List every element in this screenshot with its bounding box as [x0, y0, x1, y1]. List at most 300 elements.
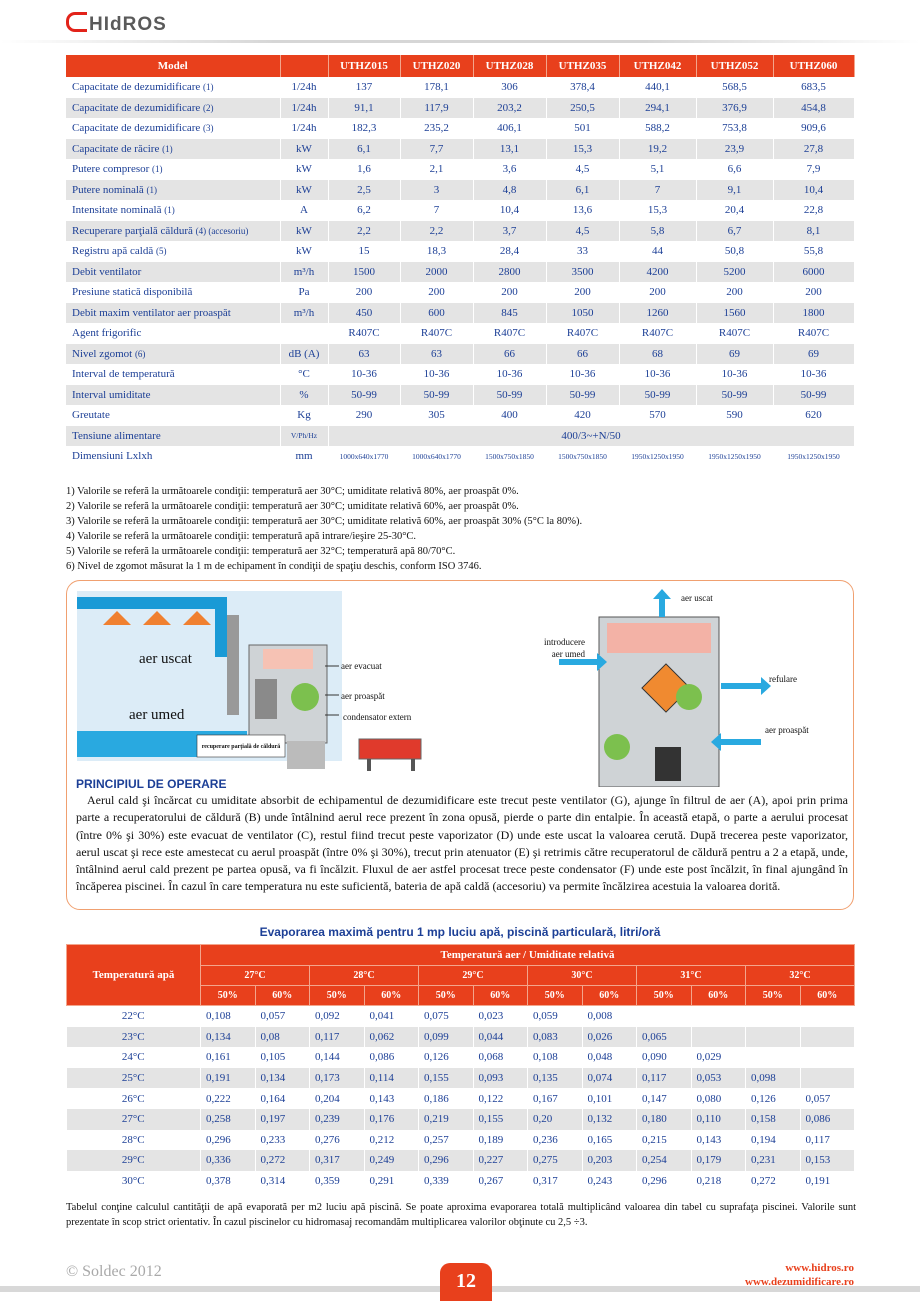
- evaporation-value-cell: 0,143: [364, 1088, 419, 1109]
- value-cell: 19,2: [619, 139, 696, 160]
- model-column-header: UTHZ015: [328, 55, 400, 77]
- unit-cell: 1/24h: [280, 118, 328, 139]
- spec-row: [66, 241, 854, 262]
- value-cell: 69: [696, 344, 773, 365]
- parameter-cell: [66, 405, 280, 426]
- air-temperature-header: 31°C: [637, 966, 746, 986]
- value-cell: 305: [400, 405, 473, 426]
- value-cell: 13,1: [473, 139, 546, 160]
- value-cell: 400/3~+N/50: [328, 426, 854, 447]
- evaporation-value-cell: 0,059: [528, 1006, 583, 1027]
- value-cell: 1500x750x1850: [473, 446, 546, 467]
- evaporation-row: [67, 1006, 855, 1027]
- principle-text: Aerul cald şi încărcat cu umiditate absorbit de echipamentul de dezumidificare este trecut peste ventilator (G), ajunge în filtrul de aer (A), apoi prin prima parte a recuperatorului de căldură (B) unde întâlnind aerul rece prezent în zona opusă, pierde o parte din entalpie. În această etapă, o parte a aerului procesat (între 0% şi 30%) este evacuat de ventilator (C), restul fiind trecut peste vaporizator (D) unde este uscat la valoarea cerută. După trecerea peste vaporizator, aerul uscat şi rece este amestecat cu aerul proaspăt (între 0% şi 30%), trecut prin atenuator (E) şi retrimis către recuperatorul de căldură pentru a 2 a etapă, unde, întâlnind aerul cald prezent pe partea opusă, va fi încălzit. Fluxul de aer astfel procesat trece peste condensator (F) unde este post încălzit, în final ajungând în încăperea piscinei. În cazul în care temperatura nu este suficientă, bateria de apă caldă (accesoriu) va permite încălzirea acestuia la valoarea dorită.: [76, 793, 848, 894]
- evaporation-value-cell: 0,20: [528, 1109, 583, 1130]
- evaporation-value-cell: 0,092: [310, 1006, 365, 1027]
- value-cell: 33: [546, 241, 619, 262]
- spec-row: [66, 323, 854, 344]
- parameter-cell: [66, 77, 280, 98]
- evaporation-value-cell: 0,135: [528, 1068, 583, 1089]
- value-cell: 27,8: [773, 139, 854, 160]
- dry-air-arrow-icon: [653, 589, 671, 617]
- value-cell: 2000: [400, 262, 473, 283]
- value-cell: 6,6: [696, 159, 773, 180]
- unit-cell: mm: [280, 446, 328, 467]
- water-temperature-cell: 30°C: [67, 1171, 201, 1192]
- evaporation-value-cell: 0,068: [473, 1047, 528, 1068]
- parameter-name: Agent frigorific: [72, 327, 142, 340]
- evaporation-row: [67, 1068, 855, 1089]
- value-cell: 203,2: [473, 98, 546, 119]
- evaporation-value-cell: [800, 1047, 855, 1068]
- value-cell: 200: [696, 282, 773, 303]
- evaporation-value-cell: 0,155: [473, 1109, 528, 1130]
- parameter-name: Recuperare parţială căldură: [72, 224, 193, 237]
- value-cell: 454,8: [773, 98, 854, 119]
- value-cell: 620: [773, 405, 854, 426]
- external-condenser-icon: [359, 739, 421, 759]
- air-temperature-header: 27°C: [201, 966, 310, 986]
- unit-cell: Pa: [280, 282, 328, 303]
- value-cell: R407C: [619, 323, 696, 344]
- value-cell: 3,6: [473, 159, 546, 180]
- evaporation-value-cell: 0,249: [364, 1150, 419, 1171]
- water-temperature-cell: 26°C: [67, 1088, 201, 1109]
- value-cell: 69: [773, 344, 854, 365]
- evaporation-value-cell: 0,239: [310, 1109, 365, 1130]
- value-cell: 10-36: [328, 364, 400, 385]
- parameter-cell: Dimensiuni Lxlxh: [66, 446, 280, 467]
- value-cell: 6,1: [546, 180, 619, 201]
- evaporation-value-cell: 0,296: [201, 1130, 256, 1151]
- value-cell: 1000x640x1770: [400, 446, 473, 467]
- header-rule: [0, 40, 920, 43]
- evaporation-value-cell: 0,197: [255, 1109, 310, 1130]
- parameter-cell: [66, 200, 280, 221]
- spec-row: [66, 303, 854, 324]
- humid-air-label: aer umed: [129, 707, 185, 723]
- value-cell: 10,4: [473, 200, 546, 221]
- evaporation-value-cell: 0,296: [637, 1171, 692, 1192]
- evaporation-value-cell: 0,026: [582, 1027, 637, 1048]
- footnote-ref: (2): [203, 102, 214, 113]
- value-cell: 50-99: [328, 385, 400, 406]
- compressor-icon: [655, 747, 681, 781]
- evaporation-value-cell: 0,122: [473, 1088, 528, 1109]
- evaporation-value-cell: 0,108: [201, 1006, 256, 1027]
- spec-row: [66, 426, 854, 447]
- parameter-name: Debit maxim ventilator aer proaspăt: [72, 306, 231, 319]
- value-cell: 753,8: [696, 118, 773, 139]
- humidity-header: 60%: [582, 986, 637, 1006]
- value-cell: 200: [773, 282, 854, 303]
- humidity-header: 60%: [800, 986, 855, 1006]
- evaporation-value-cell: [691, 1006, 746, 1027]
- value-cell: 66: [546, 344, 619, 365]
- value-cell: 450: [328, 303, 400, 324]
- spec-row: [66, 118, 854, 139]
- evaporation-value-cell: 0,276: [310, 1130, 365, 1151]
- evaporation-value-cell: 0,222: [201, 1088, 256, 1109]
- parameter-cell: [66, 323, 280, 344]
- water-temperature-cell: 25°C: [67, 1068, 201, 1089]
- evaporation-value-cell: 0,117: [637, 1068, 692, 1089]
- evaporation-value-cell: 0,053: [691, 1068, 746, 1089]
- evaporation-value-cell: 0,189: [473, 1130, 528, 1151]
- schematic-dry-air-label: aer uscat: [681, 593, 713, 603]
- value-cell: 200: [400, 282, 473, 303]
- value-cell: 420: [546, 405, 619, 426]
- value-cell: 10-36: [696, 364, 773, 385]
- value-cell: 1500x750x1850: [546, 446, 619, 467]
- note-line: 4) Valorile se referă la următoarele condiţii: temperatură apă intrare/ieşire 25-30°C.: [66, 531, 417, 542]
- value-cell: 290: [328, 405, 400, 426]
- value-cell: 10,4: [773, 180, 854, 201]
- value-cell: 200: [546, 282, 619, 303]
- evaporation-value-cell: 0,132: [582, 1109, 637, 1130]
- value-cell: 200: [619, 282, 696, 303]
- parameter-name: Capacitate de dezumidificare: [72, 122, 201, 135]
- unit-cell: A: [280, 200, 328, 221]
- website-link-hidros[interactable]: www.hidros.ro: [785, 1262, 854, 1274]
- evaporation-value-cell: 0,317: [528, 1171, 583, 1192]
- value-cell: 200: [328, 282, 400, 303]
- value-cell: 7: [400, 200, 473, 221]
- evaporation-value-cell: 0,378: [201, 1171, 256, 1192]
- footnote-ref: (3): [203, 123, 214, 134]
- evaporation-value-cell: 0,126: [746, 1088, 801, 1109]
- value-cell: 1,6: [328, 159, 400, 180]
- model-column-header: UTHZ035: [546, 55, 619, 77]
- discharge-arrow-icon: [721, 677, 771, 695]
- unit-cell: dB (A): [280, 344, 328, 365]
- evaporation-value-cell: 0,057: [255, 1006, 310, 1027]
- dry-air-label: aer uscat: [139, 651, 192, 667]
- evaporation-value-cell: 0,272: [255, 1150, 310, 1171]
- evaporation-value-cell: 0,191: [800, 1171, 855, 1192]
- evaporation-value-cell: 0,291: [364, 1171, 419, 1192]
- value-cell: 845: [473, 303, 546, 324]
- evaporation-value-cell: 0,191: [201, 1068, 256, 1089]
- value-cell: 20,4: [696, 200, 773, 221]
- humidity-header: 50%: [746, 986, 801, 1006]
- evaporation-row: [67, 1027, 855, 1048]
- humidity-header: 50%: [201, 986, 256, 1006]
- evaporation-value-cell: 0,212: [364, 1130, 419, 1151]
- evaporation-value-cell: 0,155: [419, 1068, 474, 1089]
- unit-cell: m³/h: [280, 262, 328, 283]
- value-cell: 44: [619, 241, 696, 262]
- value-cell: 3,7: [473, 221, 546, 242]
- humidity-header: 50%: [310, 986, 365, 1006]
- parameter-name: Presiune statică disponibilă: [72, 286, 193, 299]
- evaporation-value-cell: 0,219: [419, 1109, 474, 1130]
- value-cell: 15,3: [619, 200, 696, 221]
- humidity-header: 50%: [528, 986, 583, 1006]
- evaporation-value-cell: 0,257: [419, 1130, 474, 1151]
- value-cell: 63: [328, 344, 400, 365]
- unit-cell: 1/24h: [280, 77, 328, 98]
- parameter-name: Putere nominală: [72, 183, 144, 196]
- value-cell: 8,1: [773, 221, 854, 242]
- logo-mark-icon: [66, 12, 87, 32]
- value-cell: 1950x1250x1950: [773, 446, 854, 467]
- footnote-ref: (1): [152, 164, 163, 175]
- value-cell: 18,3: [400, 241, 473, 262]
- unit-cell: Kg: [280, 405, 328, 426]
- value-cell: 91,1: [328, 98, 400, 119]
- parameter-name: Capacitate de răcire: [72, 142, 160, 155]
- evaporation-value-cell: 0,108: [528, 1047, 583, 1068]
- evaporation-value-cell: [800, 1068, 855, 1089]
- parameter-cell: [66, 364, 280, 385]
- note-line: 6) Nivel de zgomot măsurat la 1 m de echipament în condiţii de spaţiu deschis, conform ISO 3746.: [66, 561, 482, 572]
- value-cell: 1950x1250x1950: [696, 446, 773, 467]
- model-column-header: UTHZ052: [696, 55, 773, 77]
- parameter-name: Registru apă caldă: [72, 245, 154, 258]
- evaporation-value-cell: 0,203: [582, 1150, 637, 1171]
- evaporation-value-cell: 0,029: [691, 1047, 746, 1068]
- evaporation-value-cell: 0,275: [528, 1150, 583, 1171]
- value-cell: 235,2: [400, 118, 473, 139]
- footnote-ref: (1): [146, 184, 158, 195]
- evaporation-value-cell: [691, 1027, 746, 1048]
- value-cell: 3500: [546, 262, 619, 283]
- evaporation-value-cell: 0,153: [800, 1150, 855, 1171]
- evaporation-value-cell: 0,144: [310, 1047, 365, 1068]
- unit-cell: °C: [280, 364, 328, 385]
- spec-row: [66, 77, 854, 98]
- value-cell: 10-36: [619, 364, 696, 385]
- evaporation-row: [67, 1088, 855, 1109]
- spec-row: [66, 282, 854, 303]
- spec-row: [66, 180, 854, 201]
- evaporation-value-cell: 0,317: [310, 1150, 365, 1171]
- evaporation-value-cell: 0,165: [582, 1130, 637, 1151]
- evaporation-value-cell: 0,086: [364, 1047, 419, 1068]
- parameter-cell: [66, 159, 280, 180]
- footnote-ref: (6): [134, 348, 146, 359]
- value-cell: 294,1: [619, 98, 696, 119]
- value-cell: R407C: [400, 323, 473, 344]
- fresh-air-arrow-icon: [711, 733, 761, 751]
- value-cell: R407C: [328, 323, 400, 344]
- value-cell: 10-36: [473, 364, 546, 385]
- evaporation-value-cell: [746, 1006, 801, 1027]
- parameter-name: Putere compresor: [72, 163, 150, 176]
- evaporation-value-cell: 0,231: [746, 1150, 801, 1171]
- evaporation-table: [66, 944, 855, 1191]
- value-cell: 9,1: [696, 180, 773, 201]
- model-header: Model: [66, 55, 280, 77]
- unit-cell: %: [280, 385, 328, 406]
- spec-row: [66, 159, 854, 180]
- air-temperature-header: 29°C: [419, 966, 528, 986]
- evaporation-row: [67, 1171, 855, 1192]
- air-temperature-header: 32°C: [746, 966, 855, 986]
- parameter-name: Interval umiditate: [72, 388, 151, 401]
- water-temperature-header: Temperatură apă: [67, 945, 201, 1006]
- evaporation-row: [67, 1047, 855, 1068]
- evaporation-value-cell: 0,126: [419, 1047, 474, 1068]
- value-cell: 117,9: [400, 98, 473, 119]
- evaporation-value-cell: 0,179: [691, 1150, 746, 1171]
- value-cell: 4200: [619, 262, 696, 283]
- value-cell: 1050: [546, 303, 619, 324]
- spec-header-row: [66, 55, 854, 77]
- value-cell: R407C: [546, 323, 619, 344]
- value-cell: R407C: [773, 323, 854, 344]
- evaporation-value-cell: 0,098: [746, 1068, 801, 1089]
- evaporation-value-cell: 0,186: [419, 1088, 474, 1109]
- parameter-cell: [66, 241, 280, 262]
- value-cell: 178,1: [400, 77, 473, 98]
- air-temperature-header: 30°C: [528, 966, 637, 986]
- value-cell: 2,1: [400, 159, 473, 180]
- evaporation-value-cell: 0,114: [364, 1068, 419, 1089]
- air-duct: [77, 597, 227, 609]
- unit-cell: kW: [280, 221, 328, 242]
- parameter-cell: [66, 118, 280, 139]
- value-cell: 1560: [696, 303, 773, 324]
- evaporation-value-cell: 0,134: [255, 1068, 310, 1089]
- parameter-cell: [66, 282, 280, 303]
- parameter-name: Intensitate nominală: [72, 204, 162, 217]
- value-cell: 4,5: [546, 159, 619, 180]
- evaporation-value-cell: 0,083: [528, 1027, 583, 1048]
- value-cell: 6,1: [328, 139, 400, 160]
- footnote-ref: (5): [156, 246, 167, 257]
- evaporation-body: [67, 1006, 855, 1192]
- parameter-name: Interval de temperatură: [72, 368, 175, 381]
- evaporation-value-cell: 0,008: [582, 1006, 637, 1027]
- value-cell: 1000x640x1770: [328, 446, 400, 467]
- parameter-cell: [66, 98, 280, 119]
- evaporation-value-cell: 0,075: [419, 1006, 474, 1027]
- model-column-header: UTHZ020: [400, 55, 473, 77]
- evaporation-value-cell: 0,161: [201, 1047, 256, 1068]
- value-cell: 55,8: [773, 241, 854, 262]
- evaporation-value-cell: 0,08: [255, 1027, 310, 1048]
- value-cell: 15: [328, 241, 400, 262]
- note-line: 5) Valorile se referă la următoarele condiţii: temperatură aer 32°C; temperatură apă 80/70°C.: [66, 546, 456, 557]
- value-cell: 10-36: [546, 364, 619, 385]
- unit-cell: kW: [280, 241, 328, 262]
- unit-cell: kW: [280, 139, 328, 160]
- spec-row: [66, 405, 854, 426]
- parameter-name: Capacitate de dezumidificare: [72, 81, 201, 94]
- value-cell: 3: [400, 180, 473, 201]
- value-cell: 7: [619, 180, 696, 201]
- evaporation-value-cell: 0,164: [255, 1088, 310, 1109]
- evaporation-note: Tabelul conţine calculul cantităţii de apă evaporată per m2 luciu apă piscină. Se poate aproxima evaporarea totală multiplicând valoarea din tabel cu suprafaţa piscinei. Valorile sunt prezentate în scop strict orientativ. În cazul piscinelor cu hidromasaj recomandăm multiplicarea valorilor obţinute cu 2,5 ÷3.: [66, 1202, 856, 1228]
- spec-row: [66, 262, 854, 283]
- value-cell: 1950x1250x1950: [619, 446, 696, 467]
- evaporation-value-cell: 0,339: [419, 1171, 474, 1192]
- schematic-humid-air-label: aer umed: [551, 649, 585, 659]
- value-cell: 50-99: [619, 385, 696, 406]
- unit-header: [280, 55, 328, 77]
- value-cell: 909,6: [773, 118, 854, 139]
- evaporation-value-cell: 0,090: [637, 1047, 692, 1068]
- value-cell: 50-99: [696, 385, 773, 406]
- evaporation-value-cell: 0,180: [637, 1109, 692, 1130]
- fan-icon: [676, 684, 702, 710]
- value-cell: 10-36: [773, 364, 854, 385]
- evaporation-value-cell: 0,243: [582, 1171, 637, 1192]
- value-cell: R407C: [473, 323, 546, 344]
- evaporation-value-cell: 0,110: [691, 1109, 746, 1130]
- value-cell: 2800: [473, 262, 546, 283]
- value-cell: 590: [696, 405, 773, 426]
- spec-row: [66, 385, 854, 406]
- evaporation-value-cell: 0,158: [746, 1109, 801, 1130]
- value-cell: 6,7: [696, 221, 773, 242]
- humidity-header: 60%: [473, 986, 528, 1006]
- value-cell: 501: [546, 118, 619, 139]
- evaporation-value-cell: 0,134: [201, 1027, 256, 1048]
- model-column-header: UTHZ042: [619, 55, 696, 77]
- value-cell: 68: [619, 344, 696, 365]
- unit-cell: [280, 323, 328, 344]
- schematic-discharge-label: refulare: [769, 674, 797, 684]
- evaporation-value-cell: 0,359: [310, 1171, 365, 1192]
- spec-row: [66, 344, 854, 365]
- copyright: © Soldec 2012: [66, 1263, 162, 1280]
- value-cell: 7,9: [773, 159, 854, 180]
- parameter-cell: [66, 262, 280, 283]
- value-cell: 10-36: [400, 364, 473, 385]
- evaporation-value-cell: [637, 1006, 692, 1027]
- evaporation-value-cell: 0,272: [746, 1171, 801, 1192]
- parameter-cell: [66, 344, 280, 365]
- evaporation-value-cell: 0,101: [582, 1088, 637, 1109]
- evaporation-value-cell: 0,143: [691, 1130, 746, 1151]
- water-temperature-cell: 28°C: [67, 1130, 201, 1151]
- water-temperature-cell: 22°C: [67, 1006, 201, 1027]
- value-cell: 22,8: [773, 200, 854, 221]
- value-cell: 15,3: [546, 139, 619, 160]
- value-cell: 568,5: [696, 77, 773, 98]
- schematic-fresh-air-label: aer proaspăt: [765, 725, 809, 735]
- value-cell: 570: [619, 405, 696, 426]
- evaporation-value-cell: 0,048: [582, 1047, 637, 1068]
- evaporation-row: [67, 1130, 855, 1151]
- hidros-logo: HIdROS: [66, 12, 167, 36]
- evaporation-value-cell: 0,093: [473, 1068, 528, 1089]
- website-link-dezumidificare[interactable]: www.dezumidificare.ro: [745, 1276, 854, 1288]
- value-cell: R407C: [696, 323, 773, 344]
- value-cell: 137: [328, 77, 400, 98]
- parameter-cell: [66, 139, 280, 160]
- value-cell: 2,2: [400, 221, 473, 242]
- footnote-ref: (1): [162, 143, 173, 154]
- value-cell: 50-99: [773, 385, 854, 406]
- evaporation-value-cell: 0,023: [473, 1006, 528, 1027]
- heat-recovery-label: recuperare parţială de căldură: [201, 744, 281, 750]
- evaporation-value-cell: 0,267: [473, 1171, 528, 1192]
- evaporation-value-cell: 0,215: [637, 1130, 692, 1151]
- value-cell: 406,1: [473, 118, 546, 139]
- evaporation-value-cell: 0,147: [637, 1088, 692, 1109]
- pool-installation-diagram: [77, 591, 467, 781]
- evaporation-value-cell: [746, 1027, 801, 1048]
- value-cell: 2,5: [328, 180, 400, 201]
- parameter-cell: [66, 180, 280, 201]
- evaporation-value-cell: 0,167: [528, 1088, 583, 1109]
- heater-coil: [263, 649, 313, 669]
- value-cell: 683,5: [773, 77, 854, 98]
